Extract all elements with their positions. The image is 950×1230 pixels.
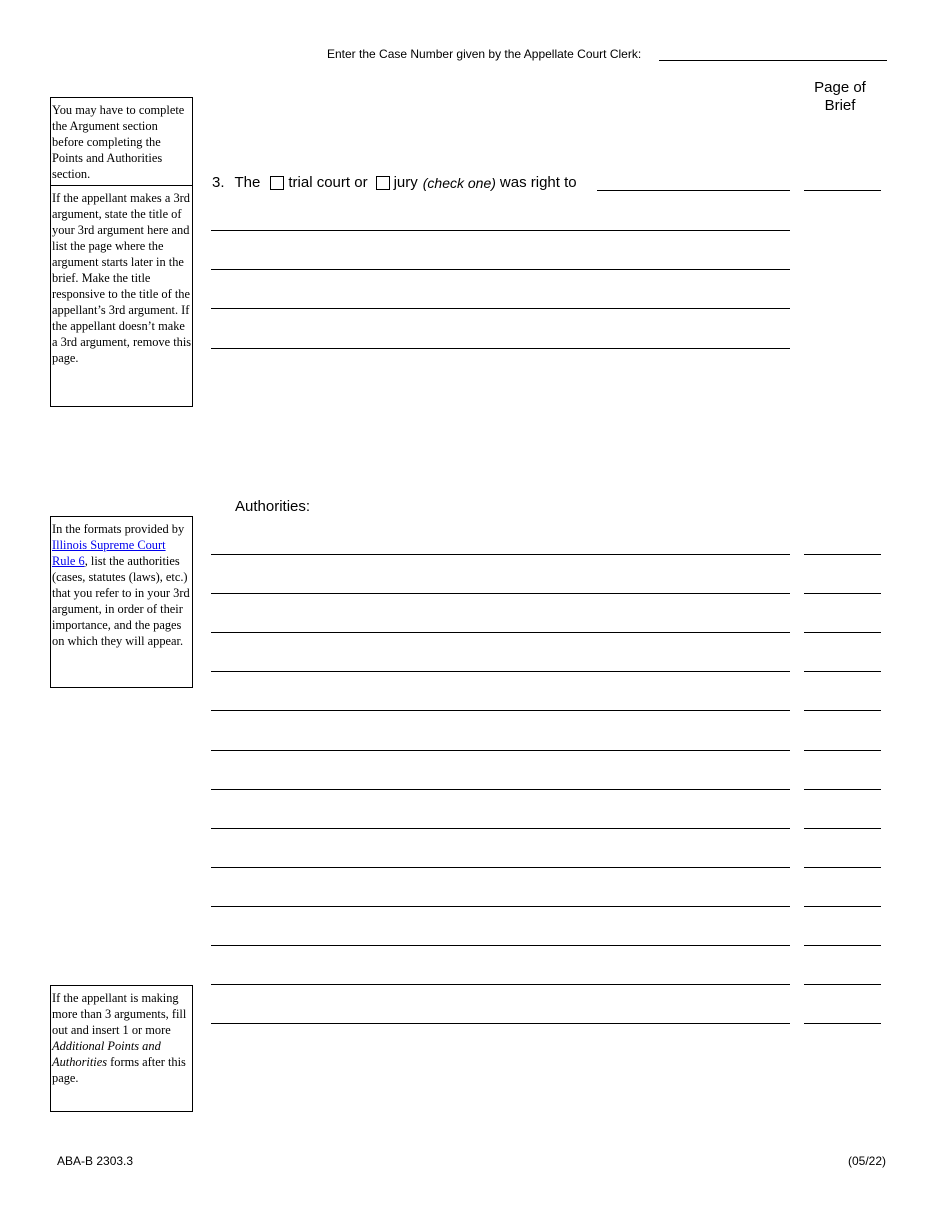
authority-page-line[interactable] [804,593,881,594]
authorities-label: Authorities: [235,498,311,515]
instruction-third-argument-title: If the appellant makes a 3rd argument, state the title of your 3rd argument here and list the page where the argument starts later in the brief. Make the title responsive to the title of the appellant’s 3rd argument. If the appellant doesn’t make a 3rd argument, remove this page. [51,185,193,366]
instruction-authorities-after: , list the authorities (cases, statutes (laws), etc.) that you refer to in your 3rd argument, in order of their importance, and the pages on which they will appear. [52,554,190,648]
authority-entry-line[interactable] [211,671,790,672]
authority-entry-line[interactable] [211,710,790,711]
illinois-supreme-court-rule-6-link[interactable]: Illinois Supreme Court Rule 6 [52,538,166,568]
authority-page-line[interactable] [804,789,881,790]
argument-number: 3. [212,174,225,191]
jury-checkbox[interactable] [376,176,390,190]
authority-page-line[interactable] [804,984,881,985]
authority-entry-line[interactable] [211,906,790,907]
authority-entry-line[interactable] [211,984,790,985]
instruction-box-more-arguments [50,985,193,1112]
instruction-more-before: If the appellant is making more than 3 arguments, fill out and insert 1 or more [52,991,187,1037]
authority-entry-line[interactable] [211,632,790,633]
check-one-hint: (check one) [422,174,496,191]
case-number-field[interactable] [659,60,887,61]
trial-court-checkbox[interactable] [270,176,284,190]
instruction-box-argument [50,97,193,407]
instruction-more-arguments-text [52,990,192,1086]
form-revision-date: (05/22) [848,1154,887,1168]
form-id: ABA-B 2303.3 [57,1154,134,1168]
authority-page-line[interactable] [804,632,881,633]
authority-entry-line[interactable] [211,867,790,868]
authority-page-line[interactable] [804,867,881,868]
authority-entry-line[interactable] [211,1023,790,1024]
argument-title-line[interactable] [211,269,790,270]
argument-page-line[interactable] [804,190,881,191]
instruction-form-name: Additional Points and Authorities [52,1039,161,1069]
instruction-box-authorities [50,516,193,688]
authority-page-line[interactable] [804,710,881,711]
instruction-authorities-before: In the formats provided by [52,522,185,536]
argument-heading [212,174,577,191]
authority-entry-line[interactable] [211,789,790,790]
page-of-brief-line1: Page of [814,79,866,96]
authority-page-line[interactable] [804,828,881,829]
argument-the-label: The [234,174,261,191]
authority-page-line[interactable] [804,945,881,946]
authority-page-line[interactable] [804,1023,881,1024]
instruction-authorities-text [52,521,192,649]
authority-page-line[interactable] [804,554,881,555]
authority-page-line[interactable] [804,906,881,907]
authority-entry-line[interactable] [211,750,790,751]
authority-entry-line[interactable] [211,593,790,594]
page-of-brief-line2: Brief [824,97,856,114]
argument-title-line[interactable] [211,230,790,231]
jury-label: jury [393,174,418,191]
authority-entry-line[interactable] [211,828,790,829]
trial-court-label: trial court or [288,174,368,191]
authority-page-line[interactable] [804,750,881,751]
argument-title-line[interactable] [211,348,790,349]
authority-page-line[interactable] [804,671,881,672]
authority-entry-line[interactable] [211,945,790,946]
argument-title-line[interactable] [211,308,790,309]
instruction-complete-argument-first: You may have to complete the Argument section before completing the Points and Authorities section. [52,103,185,181]
argument-title-line[interactable] [597,190,790,191]
instruction-more-after: forms after this page. [52,1055,186,1085]
was-right-to-label: was right to [499,174,577,191]
page-of-brief-header [800,79,880,115]
authority-entry-line[interactable] [211,554,790,555]
case-number-label: Enter the Case Number given by the Appellate Court Clerk: [327,47,642,61]
